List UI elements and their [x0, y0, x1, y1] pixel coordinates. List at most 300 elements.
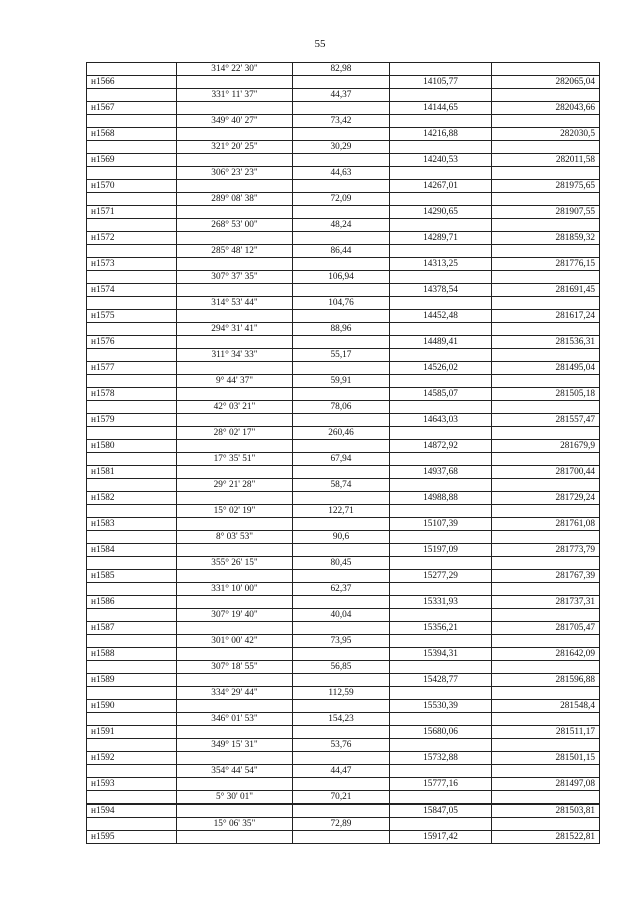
y-coordinate: 281705,47 — [492, 622, 600, 635]
empty-cell — [390, 531, 492, 544]
empty-cell — [390, 609, 492, 622]
empty-cell — [177, 648, 293, 661]
empty-cell — [87, 89, 177, 102]
empty-cell — [293, 778, 390, 791]
empty-cell — [390, 349, 492, 362]
angle-row — [87, 765, 600, 778]
distance: 72,09 — [293, 193, 390, 206]
distance: 78,06 — [293, 401, 390, 414]
angle-row — [87, 323, 600, 336]
empty-cell — [293, 336, 390, 349]
point-id: н1571 — [87, 206, 177, 219]
point-row — [87, 258, 600, 271]
distance: 48,24 — [293, 219, 390, 232]
empty-cell — [293, 622, 390, 635]
y-coordinate: 282030,5 — [492, 128, 600, 141]
point-id: н1592 — [87, 752, 177, 765]
y-coordinate: 281767,39 — [492, 570, 600, 583]
empty-cell — [87, 63, 177, 76]
x-coordinate: 14313,25 — [390, 258, 492, 271]
empty-cell — [293, 180, 390, 193]
distance: 106,94 — [293, 271, 390, 284]
x-coordinate: 15107,39 — [390, 518, 492, 531]
point-row — [87, 700, 600, 713]
direction-angle: 294° 31' 41" — [177, 323, 293, 336]
empty-cell — [87, 245, 177, 258]
distance: 122,71 — [293, 505, 390, 518]
angle-row — [87, 635, 600, 648]
y-coordinate: 281501,15 — [492, 752, 600, 765]
y-coordinate: 281737,31 — [492, 596, 600, 609]
empty-cell — [390, 141, 492, 154]
empty-cell — [177, 831, 293, 844]
empty-cell — [293, 752, 390, 765]
point-id: н1586 — [87, 596, 177, 609]
point-id: н1581 — [87, 466, 177, 479]
empty-cell — [87, 219, 177, 232]
empty-cell — [177, 310, 293, 323]
direction-angle: 321° 20' 25" — [177, 141, 293, 154]
direction-angle: 349° 15' 31" — [177, 739, 293, 752]
empty-cell — [492, 583, 600, 596]
empty-cell — [390, 583, 492, 596]
empty-cell — [390, 219, 492, 232]
empty-cell — [293, 726, 390, 739]
empty-cell — [390, 739, 492, 752]
distance: 90,6 — [293, 531, 390, 544]
x-coordinate: 15530,39 — [390, 700, 492, 713]
distance: 88,96 — [293, 323, 390, 336]
distance: 62,37 — [293, 583, 390, 596]
y-coordinate: 281729,24 — [492, 492, 600, 505]
empty-cell — [293, 310, 390, 323]
x-coordinate: 14240,53 — [390, 154, 492, 167]
direction-angle: 331° 11' 37" — [177, 89, 293, 102]
empty-cell — [87, 609, 177, 622]
empty-cell — [87, 141, 177, 154]
empty-cell — [492, 818, 600, 831]
point-row — [87, 648, 600, 661]
empty-cell — [492, 687, 600, 700]
empty-cell — [390, 427, 492, 440]
y-coordinate: 282043,66 — [492, 102, 600, 115]
empty-cell — [177, 232, 293, 245]
y-coordinate: 281511,17 — [492, 726, 600, 739]
empty-cell — [177, 778, 293, 791]
empty-cell — [390, 89, 492, 102]
point-row — [87, 831, 600, 844]
empty-cell — [293, 154, 390, 167]
distance: 44,37 — [293, 89, 390, 102]
point-id: н1579 — [87, 414, 177, 427]
y-coordinate: 281761,08 — [492, 518, 600, 531]
x-coordinate: 14937,68 — [390, 466, 492, 479]
angle-row — [87, 791, 600, 805]
point-id: н1567 — [87, 102, 177, 115]
point-id: н1568 — [87, 128, 177, 141]
empty-cell — [293, 128, 390, 141]
empty-cell — [293, 232, 390, 245]
direction-angle: 307° 19' 40" — [177, 609, 293, 622]
angle-row — [87, 115, 600, 128]
empty-cell — [390, 635, 492, 648]
point-id: н1584 — [87, 544, 177, 557]
empty-cell — [87, 557, 177, 570]
empty-cell — [177, 804, 293, 818]
empty-cell — [177, 492, 293, 505]
y-coordinate: 281548,4 — [492, 700, 600, 713]
empty-cell — [390, 375, 492, 388]
empty-cell — [390, 115, 492, 128]
distance: 30,29 — [293, 141, 390, 154]
angle-row — [87, 63, 600, 76]
empty-cell — [492, 297, 600, 310]
empty-cell — [177, 180, 293, 193]
point-id: н1574 — [87, 284, 177, 297]
direction-angle: 307° 18' 55" — [177, 661, 293, 674]
direction-angle: 307° 37' 35" — [177, 271, 293, 284]
empty-cell — [492, 141, 600, 154]
empty-cell — [293, 102, 390, 115]
angle-row — [87, 427, 600, 440]
x-coordinate: 14489,41 — [390, 336, 492, 349]
point-row — [87, 362, 600, 375]
empty-cell — [293, 804, 390, 818]
direction-angle: 314° 22' 30" — [177, 63, 293, 76]
angle-row — [87, 713, 600, 726]
empty-cell — [390, 713, 492, 726]
empty-cell — [87, 479, 177, 492]
empty-cell — [87, 323, 177, 336]
empty-cell — [492, 193, 600, 206]
empty-cell — [492, 115, 600, 128]
empty-cell — [87, 297, 177, 310]
point-id: н1583 — [87, 518, 177, 531]
y-coordinate: 281975,65 — [492, 180, 600, 193]
distance: 72,89 — [293, 818, 390, 831]
empty-cell — [492, 271, 600, 284]
x-coordinate: 15331,93 — [390, 596, 492, 609]
x-coordinate: 15277,29 — [390, 570, 492, 583]
x-coordinate: 15356,21 — [390, 622, 492, 635]
direction-angle: 331° 10' 00" — [177, 583, 293, 596]
point-id: н1593 — [87, 778, 177, 791]
empty-cell — [492, 739, 600, 752]
empty-cell — [492, 89, 600, 102]
empty-cell — [293, 388, 390, 401]
point-row — [87, 544, 600, 557]
x-coordinate: 14216,88 — [390, 128, 492, 141]
empty-cell — [87, 401, 177, 414]
distance: 82,98 — [293, 63, 390, 76]
direction-angle: 289° 08' 38" — [177, 193, 293, 206]
empty-cell — [390, 661, 492, 674]
empty-cell — [87, 791, 177, 805]
point-row — [87, 726, 600, 739]
distance: 67,94 — [293, 453, 390, 466]
empty-cell — [492, 63, 600, 76]
point-id: н1587 — [87, 622, 177, 635]
point-row — [87, 180, 600, 193]
empty-cell — [177, 388, 293, 401]
x-coordinate: 15777,16 — [390, 778, 492, 791]
distance: 44,47 — [293, 765, 390, 778]
empty-cell — [293, 570, 390, 583]
x-coordinate: 14290,65 — [390, 206, 492, 219]
angle-row — [87, 219, 600, 232]
point-id: н1572 — [87, 232, 177, 245]
empty-cell — [177, 128, 293, 141]
empty-cell — [293, 700, 390, 713]
y-coordinate: 281700,44 — [492, 466, 600, 479]
empty-cell — [177, 284, 293, 297]
empty-cell — [87, 193, 177, 206]
point-id: н1566 — [87, 76, 177, 89]
angle-row — [87, 479, 600, 492]
point-row — [87, 778, 600, 791]
distance: 112,59 — [293, 687, 390, 700]
point-id: н1580 — [87, 440, 177, 453]
point-row — [87, 674, 600, 687]
empty-cell — [293, 414, 390, 427]
empty-cell — [293, 258, 390, 271]
empty-cell — [177, 700, 293, 713]
direction-angle: 9° 44' 37" — [177, 375, 293, 388]
empty-cell — [390, 401, 492, 414]
point-row — [87, 102, 600, 115]
empty-cell — [87, 505, 177, 518]
distance: 104,76 — [293, 297, 390, 310]
distance: 59,91 — [293, 375, 390, 388]
empty-cell — [492, 765, 600, 778]
y-coordinate: 281522,81 — [492, 831, 600, 844]
distance: 40,04 — [293, 609, 390, 622]
empty-cell — [87, 583, 177, 596]
y-coordinate: 282011,58 — [492, 154, 600, 167]
empty-cell — [177, 258, 293, 271]
direction-angle: 311° 34' 33" — [177, 349, 293, 362]
point-row — [87, 622, 600, 635]
x-coordinate: 15394,31 — [390, 648, 492, 661]
x-coordinate: 15428,77 — [390, 674, 492, 687]
empty-cell — [293, 284, 390, 297]
empty-cell — [390, 505, 492, 518]
empty-cell — [390, 453, 492, 466]
x-coordinate: 14289,71 — [390, 232, 492, 245]
x-coordinate: 15197,09 — [390, 544, 492, 557]
empty-cell — [293, 76, 390, 89]
empty-cell — [177, 726, 293, 739]
point-row — [87, 154, 600, 167]
point-id: н1577 — [87, 362, 177, 375]
point-row — [87, 492, 600, 505]
direction-angle: 15° 02' 19" — [177, 505, 293, 518]
point-id: н1589 — [87, 674, 177, 687]
coordinates-table-body — [87, 63, 600, 844]
empty-cell — [293, 206, 390, 219]
direction-angle: 29° 21' 28" — [177, 479, 293, 492]
direction-angle: 349° 40' 27" — [177, 115, 293, 128]
angle-row — [87, 375, 600, 388]
point-id: н1588 — [87, 648, 177, 661]
empty-cell — [87, 765, 177, 778]
empty-cell — [492, 531, 600, 544]
page-number: 55 — [314, 38, 326, 50]
y-coordinate: 281503,81 — [492, 804, 600, 818]
y-coordinate: 281596,88 — [492, 674, 600, 687]
direction-angle: 314° 53' 44" — [177, 297, 293, 310]
empty-cell — [492, 453, 600, 466]
empty-cell — [177, 570, 293, 583]
empty-cell — [177, 674, 293, 687]
point-id: н1582 — [87, 492, 177, 505]
empty-cell — [492, 401, 600, 414]
empty-cell — [390, 245, 492, 258]
angle-row — [87, 531, 600, 544]
x-coordinate: 15732,88 — [390, 752, 492, 765]
angle-row — [87, 818, 600, 831]
empty-cell — [87, 453, 177, 466]
direction-angle: 17° 35' 51" — [177, 453, 293, 466]
y-coordinate: 281691,45 — [492, 284, 600, 297]
angle-row — [87, 401, 600, 414]
y-coordinate: 281773,79 — [492, 544, 600, 557]
y-coordinate: 282065,04 — [492, 76, 600, 89]
angle-row — [87, 739, 600, 752]
y-coordinate: 281617,24 — [492, 310, 600, 323]
point-id: н1594 — [87, 804, 177, 818]
empty-cell — [390, 271, 492, 284]
y-coordinate: 281642,09 — [492, 648, 600, 661]
point-id: н1585 — [87, 570, 177, 583]
angle-row — [87, 505, 600, 518]
y-coordinate: 281497,08 — [492, 778, 600, 791]
direction-angle: 285° 48' 12" — [177, 245, 293, 258]
distance: 73,95 — [293, 635, 390, 648]
x-coordinate: 15680,06 — [390, 726, 492, 739]
point-row — [87, 336, 600, 349]
y-coordinate: 281536,31 — [492, 336, 600, 349]
point-id: н1576 — [87, 336, 177, 349]
empty-cell — [390, 557, 492, 570]
x-coordinate: 15847,05 — [390, 804, 492, 818]
distance: 53,76 — [293, 739, 390, 752]
point-row — [87, 804, 600, 818]
distance: 80,45 — [293, 557, 390, 570]
empty-cell — [293, 544, 390, 557]
y-coordinate: 281557,47 — [492, 414, 600, 427]
empty-cell — [390, 791, 492, 805]
x-coordinate: 14872,92 — [390, 440, 492, 453]
empty-cell — [177, 362, 293, 375]
x-coordinate: 14526,02 — [390, 362, 492, 375]
empty-cell — [87, 271, 177, 284]
empty-cell — [177, 752, 293, 765]
point-row — [87, 232, 600, 245]
empty-cell — [390, 63, 492, 76]
point-id: н1573 — [87, 258, 177, 271]
point-row — [87, 414, 600, 427]
point-id: н1595 — [87, 831, 177, 844]
distance: 154,23 — [293, 713, 390, 726]
direction-angle: 8° 03' 53" — [177, 531, 293, 544]
x-coordinate: 14643,03 — [390, 414, 492, 427]
direction-angle: 5° 30' 01" — [177, 791, 293, 805]
x-coordinate: 14378,54 — [390, 284, 492, 297]
empty-cell — [492, 323, 600, 336]
distance: 73,42 — [293, 115, 390, 128]
empty-cell — [390, 193, 492, 206]
distance: 55,17 — [293, 349, 390, 362]
direction-angle: 354° 44' 54" — [177, 765, 293, 778]
empty-cell — [390, 323, 492, 336]
point-row — [87, 310, 600, 323]
empty-cell — [492, 245, 600, 258]
y-coordinate: 281495,04 — [492, 362, 600, 375]
point-row — [87, 76, 600, 89]
y-coordinate: 281859,32 — [492, 232, 600, 245]
distance: 58,74 — [293, 479, 390, 492]
x-coordinate: 14452,48 — [390, 310, 492, 323]
empty-cell — [492, 505, 600, 518]
point-row — [87, 466, 600, 479]
empty-cell — [87, 427, 177, 440]
empty-cell — [293, 362, 390, 375]
x-coordinate: 14585,07 — [390, 388, 492, 401]
point-id: н1590 — [87, 700, 177, 713]
angle-row — [87, 271, 600, 284]
empty-cell — [177, 466, 293, 479]
empty-cell — [293, 518, 390, 531]
empty-cell — [293, 596, 390, 609]
empty-cell — [87, 818, 177, 831]
x-coordinate: 14144,65 — [390, 102, 492, 115]
y-coordinate: 281679,9 — [492, 440, 600, 453]
empty-cell — [177, 544, 293, 557]
empty-cell — [87, 635, 177, 648]
empty-cell — [492, 635, 600, 648]
distance: 44,63 — [293, 167, 390, 180]
point-row — [87, 440, 600, 453]
angle-row — [87, 453, 600, 466]
direction-angle: 28° 02' 17" — [177, 427, 293, 440]
angle-row — [87, 89, 600, 102]
distance: 260,46 — [293, 427, 390, 440]
empty-cell — [293, 831, 390, 844]
empty-cell — [492, 375, 600, 388]
distance: 70,21 — [293, 791, 390, 805]
x-coordinate: 14105,77 — [390, 76, 492, 89]
empty-cell — [390, 818, 492, 831]
empty-cell — [177, 206, 293, 219]
empty-cell — [390, 479, 492, 492]
empty-cell — [293, 674, 390, 687]
empty-cell — [390, 297, 492, 310]
empty-cell — [177, 596, 293, 609]
empty-cell — [293, 648, 390, 661]
angle-row — [87, 557, 600, 570]
point-id: н1575 — [87, 310, 177, 323]
direction-angle: 301° 00' 42" — [177, 635, 293, 648]
empty-cell — [87, 687, 177, 700]
x-coordinate: 14988,88 — [390, 492, 492, 505]
empty-cell — [87, 349, 177, 362]
y-coordinate: 281907,55 — [492, 206, 600, 219]
distance: 86,44 — [293, 245, 390, 258]
y-coordinate: 281776,15 — [492, 258, 600, 271]
direction-angle: 42° 03' 21" — [177, 401, 293, 414]
angle-row — [87, 349, 600, 362]
